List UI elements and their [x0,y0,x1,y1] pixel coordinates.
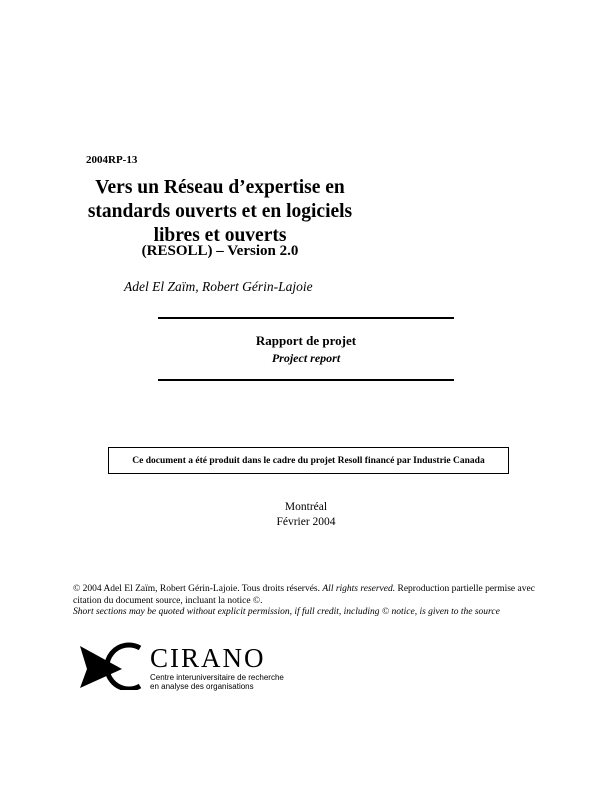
place: Montréal [284,501,328,513]
logo-description-line: en analyse des organisations [150,682,254,691]
cirano-logo-icon [78,642,152,690]
document-subtitle: (RESOLL) – Version 2.0 [141,243,299,259]
logo-description [150,673,284,691]
logo-description-line: Centre interuniversitaire de recherche [150,673,284,682]
report-type-fr: Rapport de projet [255,333,357,348]
funding-notice-box [108,447,509,474]
report-code: 2004RP-13 [86,154,138,166]
document-title [60,176,380,248]
reproduction-text: Reproduction partielle permise avec citation du document source, incluant la notice ©. [73,584,535,606]
copyright-text: © 2004 Adel El Zaïm, Robert Gérin-Lajoie. Tous droits réservés. [73,584,323,594]
copyright-notice [73,583,543,607]
report-type-en: Project report [271,351,341,365]
funding-notice-text: Ce document a été produit dans le cadre du projet Resoll financé par Industrie Canada [132,455,485,466]
title-line: standards ouverts et en logiciels [87,201,353,222]
title-line: libres et ouverts [153,225,287,246]
authors: Adel El Zaïm, Robert Gérin-Lajoie [124,279,313,294]
top-rule [158,317,454,319]
date: Février 2004 [276,516,336,528]
rights-reserved-en: All rights reserved. [322,584,396,594]
title-line: Vers un Réseau d’expertise en [95,177,345,198]
copyright-english: Short sections may be quoted without explicit permission, if full credit, including © notice, is given to the source [73,607,500,617]
bottom-rule [158,379,454,381]
logo-name: CIRANO [150,643,266,673]
